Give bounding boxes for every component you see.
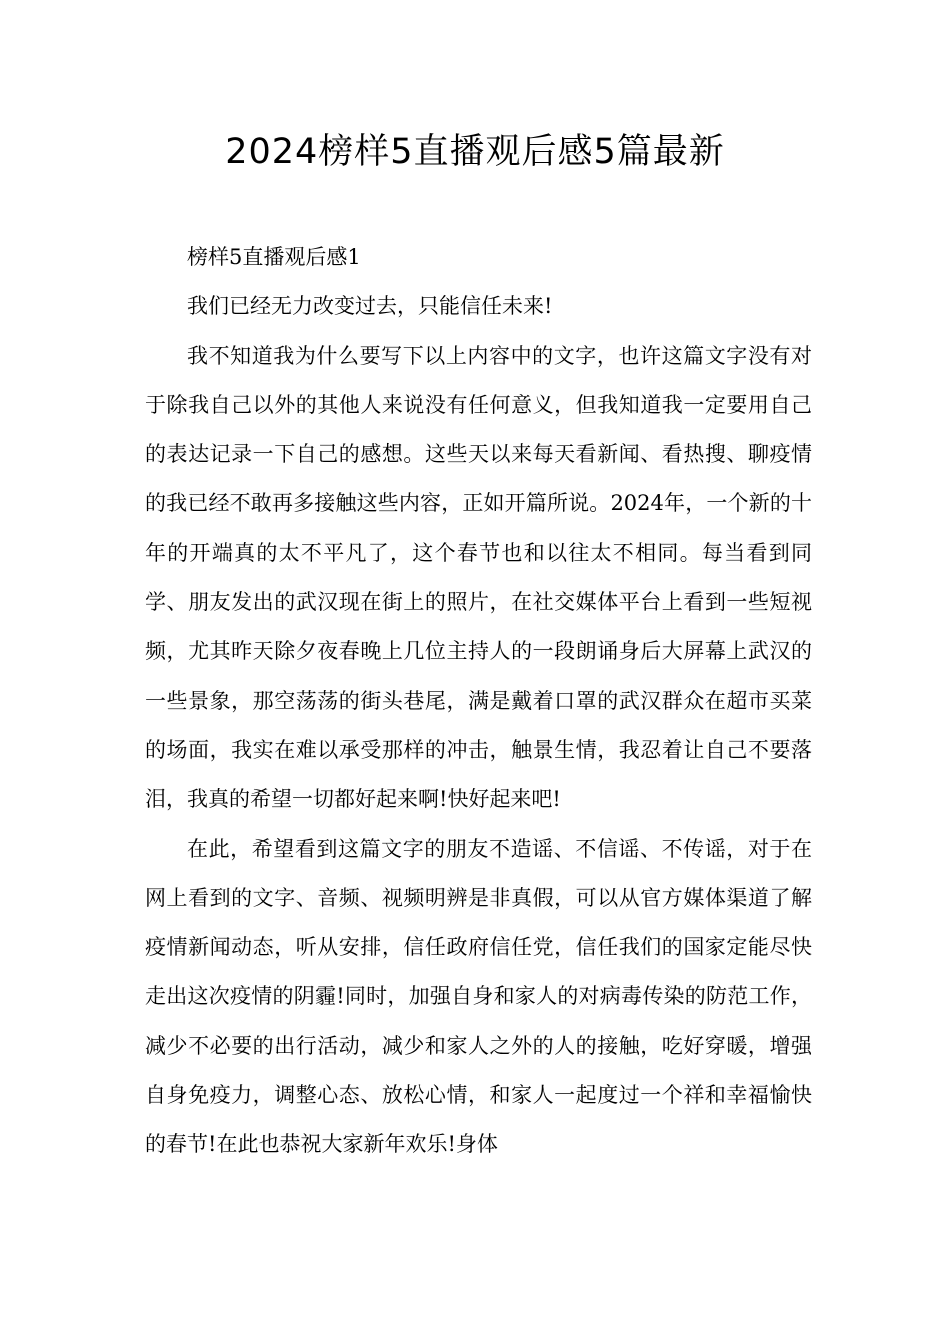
paragraph-3: 在此，希望看到这篇文字的朋友不造谣、不信谣、不传谣，对于在网上看到的文字、音频、视频明辨是非真假，可以从官方媒体渠道了解疫情新闻动态，听从安排，信任政府信任党，信任我们的国家定能尽快走出这次疫情的阴霾!同时，加强自身和家人的对病毒传染的防范工作，减少不必要的出行活动，减少和家人之外的人的接触，吃好穿暖，增强自身免疫力，调整心态、放松心情，和家人一起度过一个祥和幸福愉快的春节!在此也恭祝大家新年欢乐!身体 [145,836,812,1157]
paragraph-1: 我们已经无力改变过去，只能信任未来! [187,294,553,319]
document-title: 2024榜样5直播观后感5篇最新 [225,132,725,172]
section-heading: 榜样5直播观后感1 [187,245,361,269]
document-body [145,233,812,1170]
paragraph-2: 我不知道我为什么要写下以上内容中的文字，也许这篇文字没有对于除我自己以外的其他人来说没有任何意义，但我知道我一定要用自己的表达记录一下自己的感想。这些天以来每天看新闻、看热搜、聊疫情的我已经不敢再多接触这些内容，正如开篇所说。2024年，一个新的十年的开端真的太不平凡了，这个春节也和以往太不相同。每当看到同学、朋友发出的武汉现在街上的照片，在社交媒体平台上看到一些短视频，尤其昨天除夕夜春晚上几位主持人的一段朗诵身后大屏幕上武汉的一些景象，那空荡荡的街头巷尾，满是戴着口罩的武汉群众在超市买菜的场面，我实在难以承受那样的冲击，触景生情，我忍着让自己不要落泪，我真的希望一切都好起来啊!快好起来吧! [145,343,812,812]
